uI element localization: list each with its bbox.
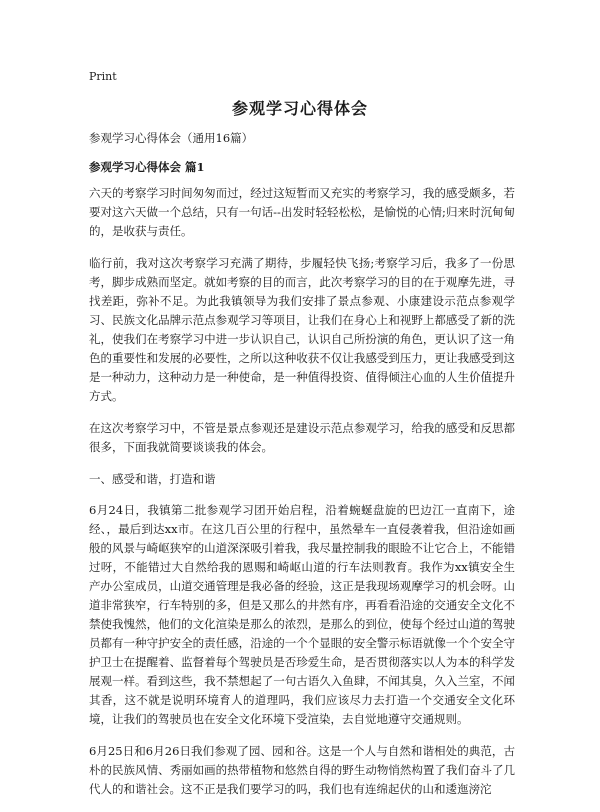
page-title: 参观学习心得体会	[231, 99, 368, 118]
paragraph: 六天的考察学习时间匆匆而过，经过这短暂而又充实的考察学习，我的感受颇多，若要对这六天做一个总结，只有一句话--出发时轻轻松松，是愉悦的心情;归来时沉甸甸的，是收获与责任。	[89, 186, 515, 238]
section-heading: 参观学习心得体会 篇1	[89, 160, 205, 174]
paragraph: 临行前，我对这次考察学习充满了期待，步履轻快飞扬;考察学习后，我多了一份思考，脚步成熟而坚定。就如考察的目的而言，此次考察学习的目的在于观摩先进，寻找差距，弥补不足。为此我镇领导为我们安排了景点参观、小康建设示范点参观学习、民族文化品牌示范点参观学习等项目，让我们在身心上和视野上都感受了新的洗礼，使我们在考察学习中进一步认识自己，认识自己所扮演的角色，更认识了这一角色的重要性和发展的必要性，之所以这种收获不仅让我感受到压力，更让我感受到这是一种动力，这种动力是一种使命，是一种值得投资、值得倾注心血的人生价值提升方式。	[89, 256, 515, 403]
paragraph: 6月25日和6月26日我们参观了园、园和谷。这是一个人与自然和谐相处的典范，古朴的民族风情、秀丽如画的热带植物和悠然自得的野生动物悄然构置了我们奋斗了几代人的和谐社会。这不正是我们要学习的吗，我们也有连绵起伏的山和逶迤滂沱	[89, 744, 515, 796]
document-body	[89, 130, 515, 812]
document-subtitle: 参观学习心得体会（通用16篇）	[89, 131, 254, 145]
paragraph: 6月24日，我镇第二批参观学习团开始启程，沿着蜿蜒盘旋的巴边江一直南下，途经、，最后到达xx市。在这几百公里的行程中，虽然晕车一直侵袭着我，但沿途如画般的风景与崎岖狭窄的山道深深吸引着我，我尽量控制我的眼睑不让它合上，不能错过呀，不能错过大自然给我的恩赐和崎岖山道的行车法则教育。我作为xx镇安全生产办公室成员，山道交通管理是我必备的经验，这正是我现场观摩学习的机会呀。山道非常狭窄，行车特别的多，但是又那么的井然有序，再看看沿途的交通安全文化不禁使我愧然，他们的文化渲染是那么的浓烈，是那么的到位，使每个经过山道的驾驶员都有一种守护安全的责任感，沿途的一个个显眼的安全警示标语就像一个个安全守护卫士在提醒着、监督着每个驾驶员是否珍爱生命，是否贯彻落实以人为本的科学发展观一样。看到这些，我不禁想起了一句古语久入鱼肆，不闻其臭，久入兰室，不闻其香，这不就是说明环境育人的道理吗，我们应该尽力去打造一个交通安全文化环境，让我们的驾驶员也在安全文化环境下受渲染，去自觉地遵守交通规则。	[89, 503, 515, 726]
subsection-heading: 一、感受和谐，打造和谐	[89, 472, 216, 486]
paragraph: 在这次考察学习中，不管是景点参观还是建设示范点参观学习，给我的感受和反思都很多，下面我就简要谈谈我的体会。	[89, 421, 515, 454]
print-link[interactable]: Print	[89, 70, 117, 83]
